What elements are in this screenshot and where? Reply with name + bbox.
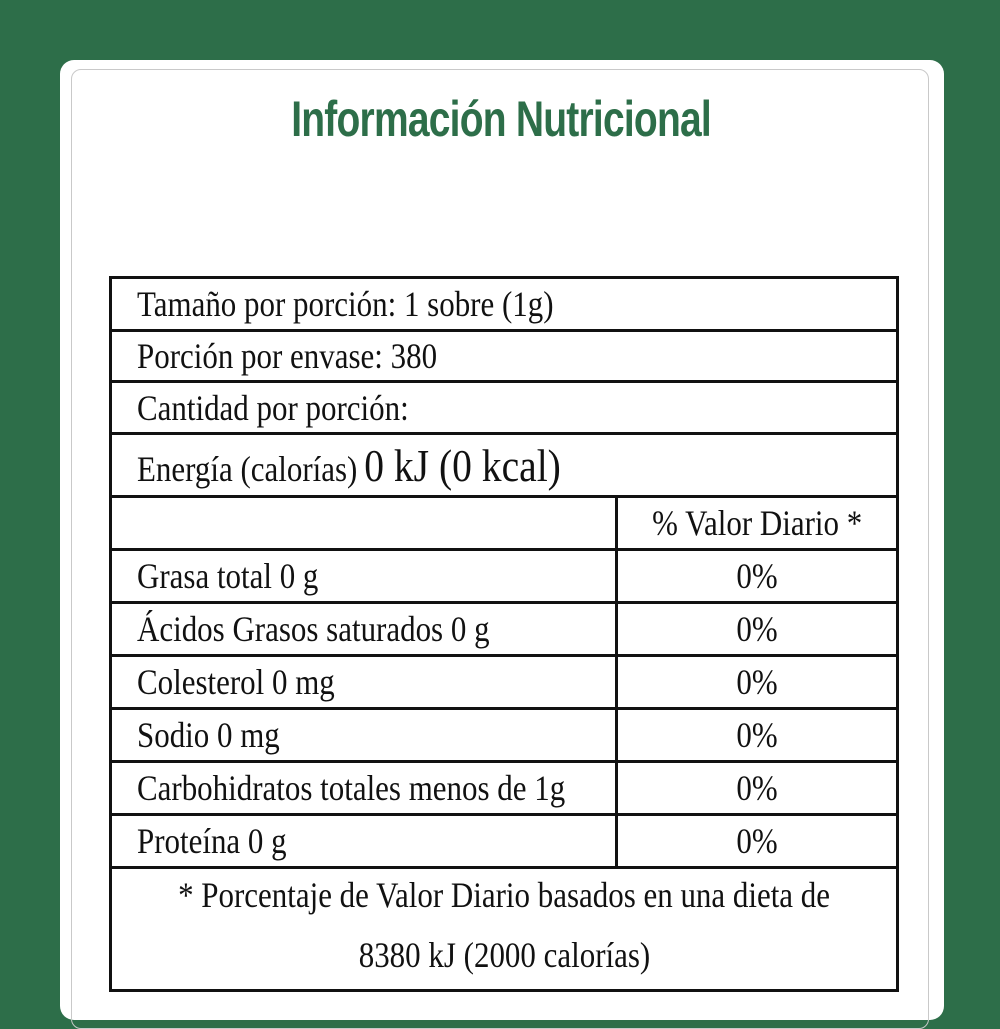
nutrient-row xyxy=(111,656,898,709)
nutrient-dv: 0% xyxy=(736,768,778,808)
nutrition-facts-table xyxy=(109,276,899,992)
energy-label: Energía (calorías) xyxy=(137,448,358,489)
nutrient-dv: 0% xyxy=(736,609,778,649)
nutrient-name: Colesterol 0 mg xyxy=(137,662,335,702)
nutrient-row xyxy=(111,603,898,656)
nutrient-row xyxy=(111,762,898,815)
servings-per-container-row xyxy=(111,331,898,382)
amount-per-serving-text: Cantidad por porción: xyxy=(137,387,409,428)
nutrient-dv: 0% xyxy=(736,662,778,702)
nutrient-row xyxy=(111,709,898,762)
page-title: Información Nutricional xyxy=(291,91,711,147)
serving-size-row xyxy=(111,278,898,331)
nutrient-name: Proteína 0 g xyxy=(137,821,287,861)
footnote-line-2: 8380 kJ (2000 calorías) xyxy=(358,935,650,975)
nutrient-name: Ácidos Grasos saturados 0 g xyxy=(137,609,490,649)
footnote-row xyxy=(111,868,898,991)
dv-header-row xyxy=(111,497,898,550)
footnote-line-1: * Porcentaje de Valor Diario basados en una dieta de xyxy=(178,875,830,915)
energy-value: 0 kJ (0 kcal) xyxy=(364,439,561,491)
dv-header: % Valor Diario * xyxy=(651,503,863,543)
nutrient-dv: 0% xyxy=(736,556,778,596)
nutrient-row xyxy=(111,815,898,868)
nutrient-row xyxy=(111,550,898,603)
nutrient-dv: 0% xyxy=(736,715,778,755)
serving-size-text: Tamaño por porción: 1 sobre (1g) xyxy=(137,284,554,324)
nutrient-name: Sodio 0 mg xyxy=(137,715,280,755)
servings-per-container-text: Porción por envase: 380 xyxy=(137,336,438,376)
energy-row xyxy=(111,434,898,497)
amount-per-serving-row xyxy=(111,382,898,434)
nutrient-name: Grasa total 0 g xyxy=(137,556,319,596)
nutrient-dv: 0% xyxy=(736,821,778,861)
nutrient-name: Carbohidratos totales menos de 1g xyxy=(137,768,566,808)
